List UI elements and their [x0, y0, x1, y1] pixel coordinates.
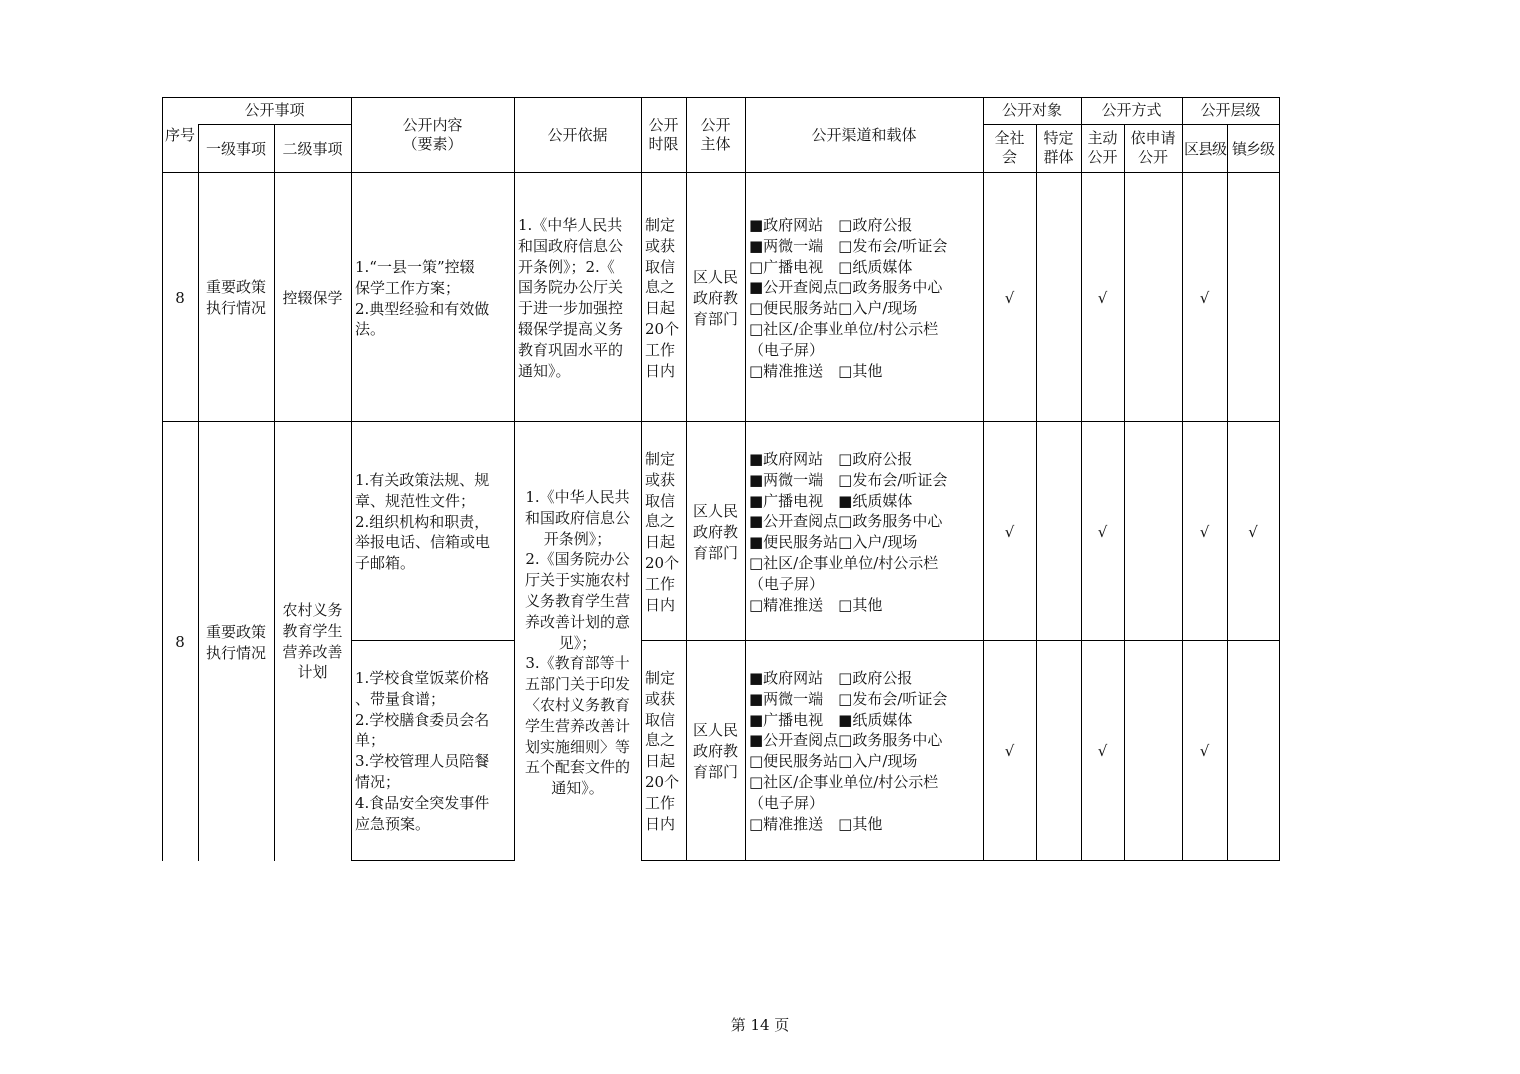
header-level-group: 公开层级: [1200, 101, 1261, 119]
row-content: 1.“一县一策”控辍 保学工作方案； 2.典型经验和有效做 法。: [355, 258, 490, 339]
row-basis: 1.《中华人民共 和国政府信息公 开条例》； 2.《国务院办公 厅关于实施农村 义务教育学生营 养改善计划的意 见》； 3.《教育部等十 五部门关于印发 〈农村义务教育 学生营养改善计 划实施细则〉等 五个配套文件的 通知》。: [524, 488, 630, 798]
row-item-l2: 农村义务 教育学生 营养改善 计划: [282, 601, 343, 682]
row-item-l1: 重要政策 执行情况: [205, 623, 266, 662]
row-content: 1.学校食堂饭菜价格 、带量食谱； 2.学校膳食委员会名 单； 3.学校管理人员陪餐 情况； 4.食品安全突发事件 应急预案。: [355, 669, 490, 833]
header-item-l2: 二级事项: [282, 140, 343, 158]
header-level-county: 区县级: [1183, 140, 1226, 158]
header-mode-group: 公开方式: [1101, 101, 1162, 119]
header-mode-active: 主动 公开: [1087, 129, 1118, 166]
row-content: 1.有关政策法规、规 章、规范性文件； 2.组织机构和职责， 举报电话、信箱或电 子邮箱。: [355, 471, 491, 573]
row-level-county-check: √: [1199, 289, 1210, 307]
row-mode-active-check: √: [1097, 523, 1108, 541]
header-basis: 公开依据: [547, 126, 608, 144]
row-level-county-check: √: [1199, 523, 1210, 541]
header-mode-request: 依申请 公开: [1130, 129, 1176, 166]
header-channel: 公开渠道和载体: [811, 126, 917, 144]
row-item-l1: 重要政策 执行情况: [205, 278, 266, 317]
header-subject: 公开 主体: [700, 116, 731, 153]
row-target-all-check: √: [1004, 289, 1015, 307]
row-channel: ■政府网站 □政府公报 ■两微一端 □发布会/听证会 ■广播电视 ■纸质媒体 ■公开查阅点□政务服务中心 □便民服务站□入户/现场 □社区/企事业单位/村公示栏 （电子屏） □精准推送 □其他: [749, 669, 948, 833]
row-basis: 1.《中华人民共 和国政府信息公 开条例》；2.《 国务院办公厅关 于进一步加强控 辍保学提高义务 教育巩固水平的 通知》。: [518, 216, 624, 380]
header-target-group: 公开对象: [1001, 101, 1062, 119]
row-subject: 区人民 政府教 育部门: [692, 721, 738, 781]
header-item-l1: 一级事项: [205, 140, 266, 158]
row-time-limit: 制定 或获 取信 息之 日起 20个 工作 日内: [645, 216, 680, 380]
row-seq: 8: [175, 633, 185, 651]
header-item-group: 公开事项: [244, 101, 305, 119]
row-mode-active-check: √: [1097, 742, 1108, 760]
row-subject: 区人民 政府教 育部门: [692, 268, 738, 328]
header-target-all: 全社 会: [994, 129, 1025, 166]
header-level-town: 镇乡级: [1231, 140, 1274, 158]
row-time-limit: 制定 或获 取信 息之 日起 20个 工作 日内: [645, 669, 680, 833]
page-number: 第 14 页: [730, 1016, 790, 1034]
header-time-limit: 公开 时限: [648, 116, 679, 153]
header-target-specific: 特定 群体: [1043, 129, 1074, 166]
row-level-county-check: √: [1199, 742, 1210, 760]
header-seq: 序号: [164, 126, 195, 144]
header-content: 公开内容 （要素）: [402, 116, 463, 153]
row-target-all-check: √: [1004, 523, 1015, 541]
row-channel: ■政府网站 □政府公报 ■两微一端 □发布会/听证会 □广播电视 □纸质媒体 ■公开查阅点□政务服务中心 □便民服务站□入户/现场 □社区/企事业单位/村公示栏 （电子屏） □精准推送 □其他: [749, 216, 948, 380]
row-mode-active-check: √: [1097, 289, 1108, 307]
row-item-l2: 控辍保学: [282, 289, 343, 307]
row-subject: 区人民 政府教 育部门: [692, 502, 738, 562]
row-time-limit: 制定 或获 取信 息之 日起 20个 工作 日内: [645, 450, 680, 614]
row-seq: 8: [175, 289, 185, 307]
row-channel: ■政府网站 □政府公报 ■两微一端 □发布会/听证会 ■广播电视 ■纸质媒体 ■公开查阅点□政务服务中心 ■便民服务站□入户/现场 □社区/企事业单位/村公示栏 （电子屏） □精准推送 □其他: [749, 450, 948, 614]
row-target-all-check: √: [1004, 742, 1015, 760]
row-level-town-check: √: [1248, 523, 1258, 541]
